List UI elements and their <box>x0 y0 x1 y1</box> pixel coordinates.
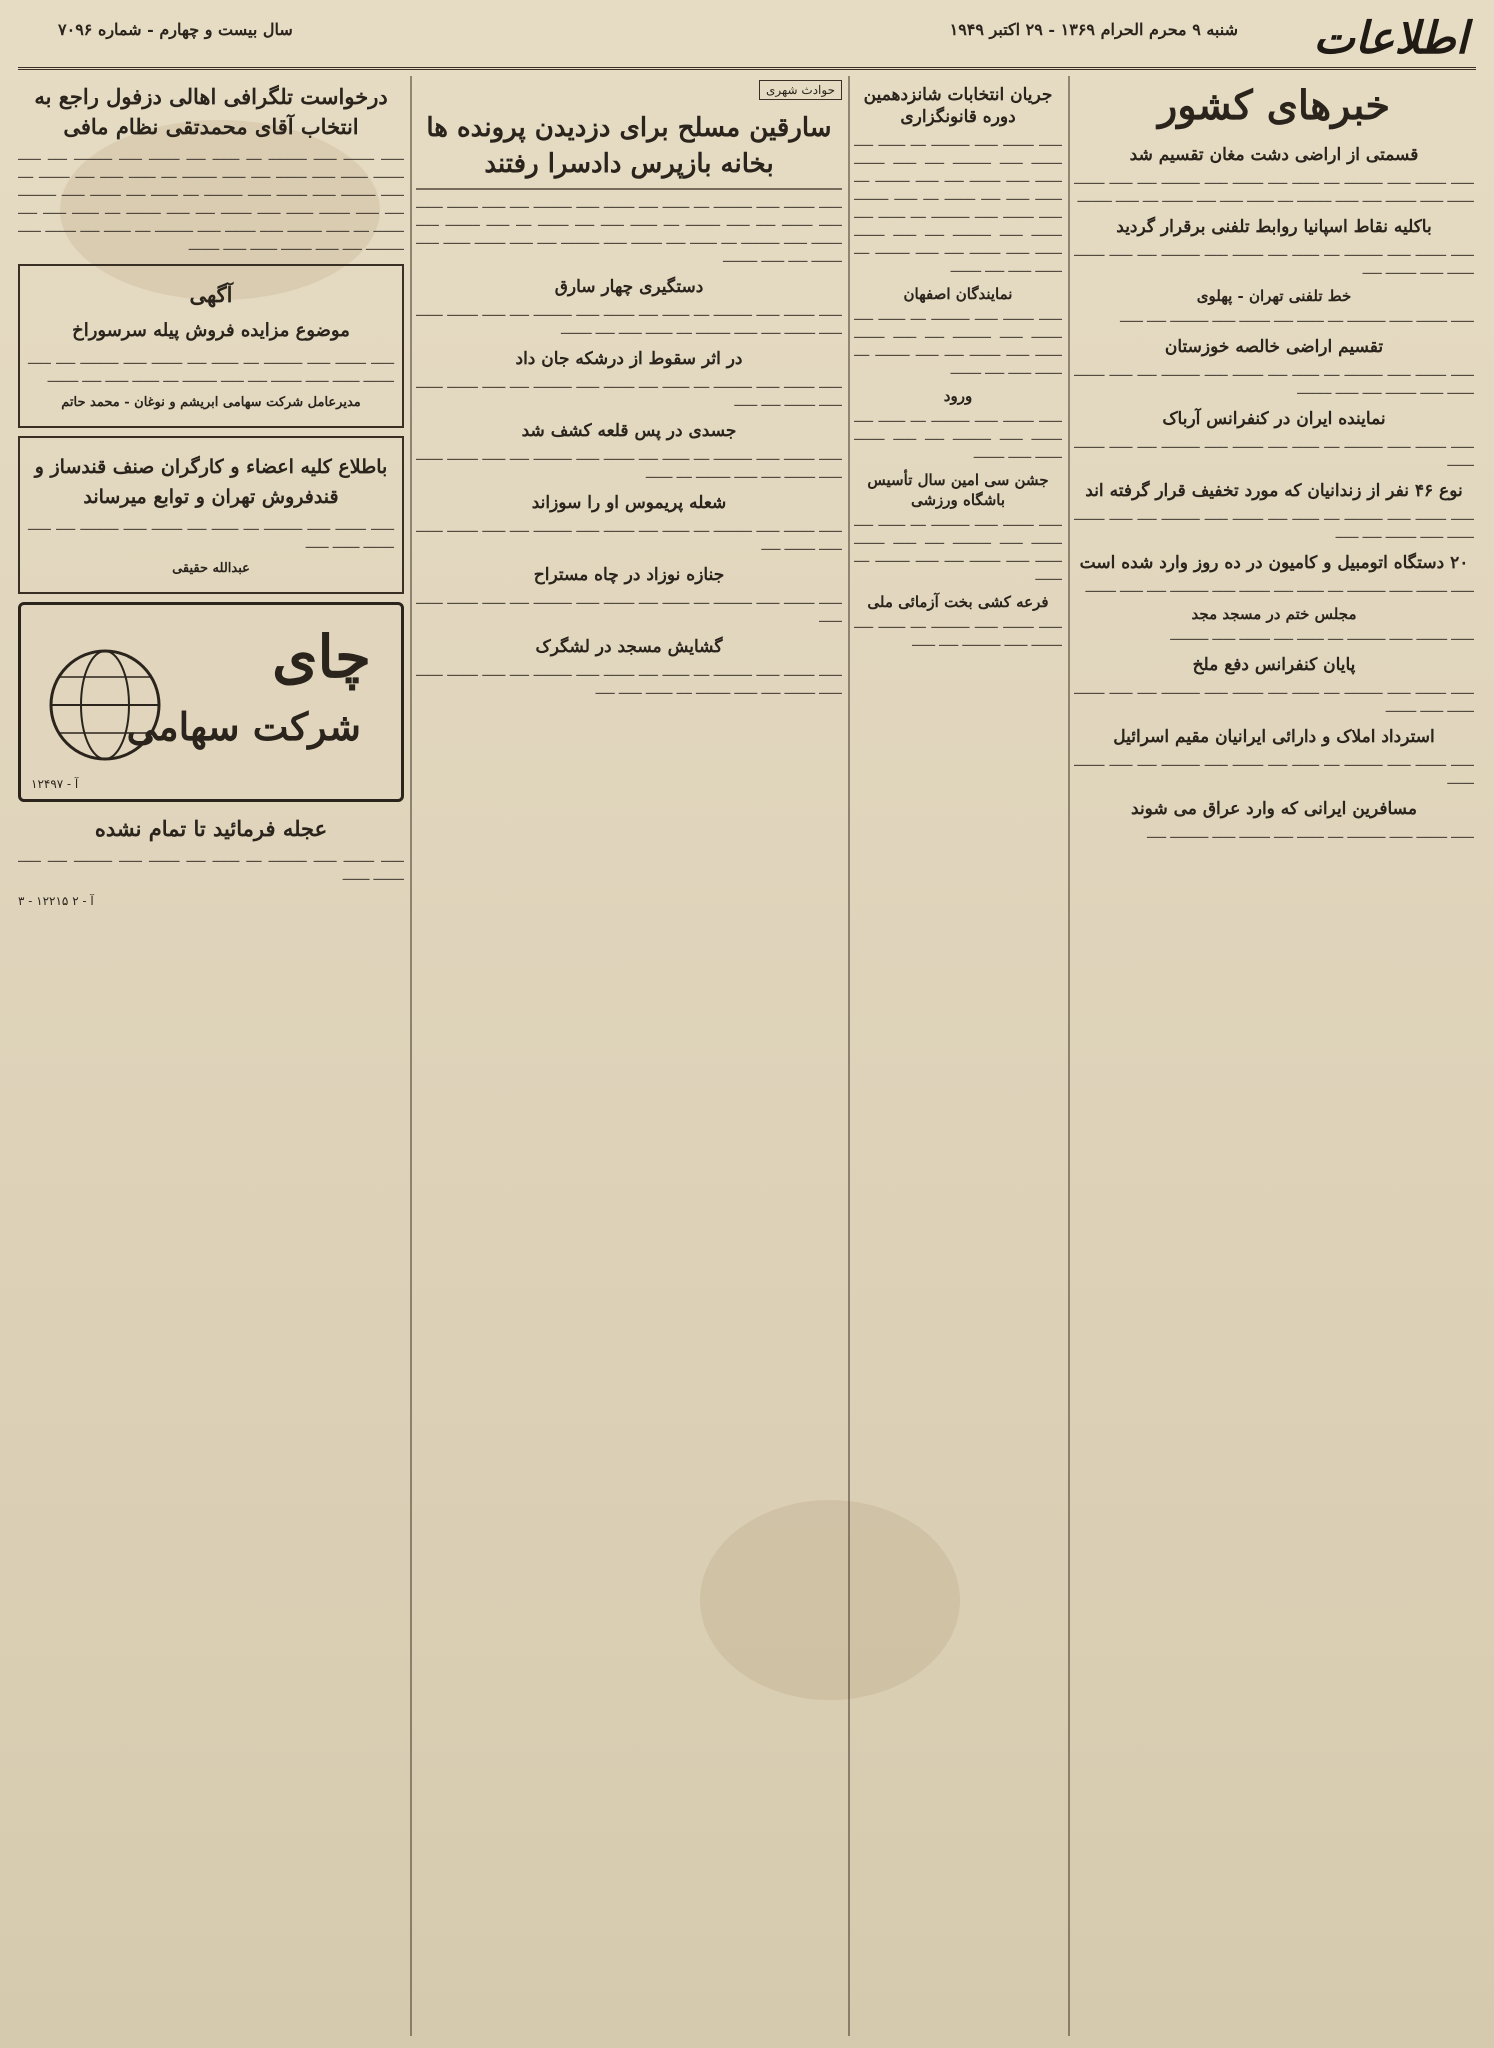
headline: مجلس ختم در مسجد مجد <box>1191 605 1357 623</box>
article-body: ــــــ ــــــــ ــــــ ــــــــــ ــــ ـــــــ ـــــ ــــــــ ــــــ ــــــــــ ـــــ ــــــ ــــــــ ـــــــ ــــــ ــــــــ ـــــ ــــــ ـــــــــ ــــ ـــــــ ــــــ ـــــ ــــــــ ــــ ــــــ ـــــــــ ــــــ ــــــــ ــــــ ــــــــــ ــــ ـــــــ ـــــ ــــــــ ــــــ ــــــــــ ـــــ ــــــ ــــــــ ـــــــ ــــــ ــــــــ ـــــ ــــــ ـــــــــ ــــ ـــــــ ــــــ ـــــ ــــــــ <box>854 135 1062 276</box>
headline: دستگیری چهار سارق <box>554 277 704 297</box>
article-body: ــــــ ــــــــ ــــــ ــــــــــ ــــ ـــــــ ـــــ ــــــــ ــــــ ــــــــــ ـــــ ــــــ ــــــــ ـــــــ ــــــ ــــــــ ـــــ ــــــ <box>416 377 842 410</box>
article-body: ــــــ ــــــــ ــــــ ــــــــــ ــــ ـــــــ ـــــ ــــــــ ــــــ ــــــــــ ـــــ ــــــ <box>1120 311 1474 326</box>
ad-body: ــــــ ــــــــ ــــــ ــــــــــ ــــ ـــــــ ـــــ ــــــــ ــــــ ــــــــــ ـــــ ــــــ ــــــــ ـــــــ ــــــ ــــــــ ـــــ ــــــ ـــــــــ ــــ ـــــــ ــــــ ـــــ ــــــــ <box>28 353 394 386</box>
headline: باکلیه نقاط اسپانیا روابط تلفنی برقرار گردید <box>1116 217 1432 237</box>
column-divider <box>1068 76 1070 2036</box>
article-body: ــــــ ــــــــ ــــــ ــــــــــ ــــ ـــــــ ـــــ ــــــــ ــــــ ــــــــــ ـــــ ــــــ ــــــــ ـــــــ ــــــ ــــــــ <box>1074 683 1474 716</box>
lead-headline: درخواست تلگرافی اهالی دزفول راجع به انتخاب آقای محمدتقی نظام مافی <box>34 84 388 139</box>
headline: ورود <box>943 387 973 405</box>
headline: گشایش مسجد در لشگرک <box>535 637 723 657</box>
column-elections <box>854 76 1062 2036</box>
headline: مسافرین ایرانی که وارد عراق می شوند <box>1131 799 1417 819</box>
masthead-logo: اطلاعات <box>1313 13 1468 64</box>
article-body: ــــــ ــــــــ ــــــ ــــــــــ ــــ ـــــــ ـــــ ــــــــ ــــــ ــــــــــ ـــــ ــــــ ــــــــ ـــــــ ــــــ ــــــــ ـــــ ــــــ ـــــــــ ــــ ـــــــ ــــــ ـــــ ــــــــ ــــ ــــــ ـــــــــ ــــــ ــــــــ ــــــ ــــــــــ ــــ ـــــــ ـــــ ــــــــ ــــــ ــــــــــ ـــــ ــــــ ــــــــ ـــــــ ــــــ ــــــــ ـــــ ــــــ ـــــــــ <box>416 197 842 266</box>
headline: جسدی در پس قلعه کشف شد <box>521 421 737 441</box>
tea-company: شرکت سهامی <box>126 704 361 749</box>
article-body: ــــــ ــــــــ ــــــ ــــــــــ ــــ ـــــــ ـــــ ــــــــ ــــــ ــــــــــ ـــــ ــــــ ــــــــ ـــــــ <box>1074 755 1474 788</box>
column-divider <box>410 76 412 2036</box>
divider <box>416 188 842 190</box>
column-city-news <box>416 76 842 2036</box>
notice-body: ــــــ ــــــــ ــــــ ــــــــــ ــــ ـــــــ ـــــ ــــــــ ــــــ ــــــــــ ـــــ ــــــ ــــــــ ـــــــ ــــــ <box>28 519 394 552</box>
tea-brand: چای <box>272 623 371 691</box>
notice-signature: عبدالله حقیقی <box>172 561 250 576</box>
headline: فرعه کشی بخت آزمائی ملی <box>867 593 1049 611</box>
ad-signature: مدیرعامل شرکت سهامی ابریشم و نوغان - محمد حاتم <box>61 395 361 410</box>
headline: استرداد املاک و دارائی ایرانیان مقیم اسرائیل <box>1113 727 1435 747</box>
headline: خط تلفنی تهران - پهلوی <box>1196 287 1352 305</box>
article-body: ــــــ ــــــــ ــــــ ــــــــــ ــــ ـــــــ ـــــ ــــــــ ــــــ ــــــــــ ـــــ ــــــ ــــــــ ـــــــ ــــــ ــــــــ ـــــ ــــــ ـــــــــ ــــ ـــــــ ــــــ ـــــ ــــــــ ــــ ــــــ ـــــــــ <box>1074 173 1474 206</box>
auction-ad <box>18 264 404 428</box>
article-body: ــــــ ــــــــ ــــــ ــــــــــ ــــ ـــــــ ـــــ ــــــــ ــــــ ــــــــــ ـــــ <box>1147 827 1474 842</box>
article-body: ــــــ ــــــــ ــــــ ــــــــــ ــــ ـــــــ ـــــ ــــــــ ــــــ ــــــــــ ـــــ ــــــ ــــــــ ـــــــ ــــــ ــــــــ ـــــ ــــــ ـــــــــ ــــ ـــــــ ــــــ ـــــ ــــــــ <box>854 309 1062 378</box>
column-divider <box>848 76 850 2036</box>
dateline <box>58 20 1238 50</box>
ad-code: آ - ۱۲۴۹۷ <box>31 777 79 791</box>
headline: در اثر سقوط از درشکه جان داد <box>515 349 743 369</box>
article-body: ــــــ ــــــــ ــــــ ــــــــــ ــــ ـــــــ ـــــ ــــــــ ــــــ ــــــــــ ـــــ ــــــ ــــــــ ـــــــ ــــــ ــــــــ ـــــ ــــــ ـــــــــ <box>1074 365 1474 398</box>
article-body: ــــــ ــــــــ ــــــ ــــــــــ ــــ ـــــــ ـــــ ــــــــ ــــــ ــــــــــ ـــــ ــــــ ــــــــ ـــــــ ــــــ ــــــــ ـــــ ــــــ ـــــــــ ــــ ـــــــ ــــــ ـــــ ــــــــ ــــ ــــــ ـــــــــ ــــــ ــــــــ ــــــ ــــــــــ ــــ ـــــــ ـــــ ــــــــ ــــــ ــــــــــ ـــــ ــــــ ــــــــ ـــــــ ــــــ ــــــــ ـــــ ــــــ ـــــــــ ــــ ـــــــ ــــــ ـــــ ــــــــ ــــ ــــــ ـــــــــ ــــــ ــــــــ ــــــ ــــــــــ ــــ ـــــــ ـــــ ــــــــ ــــــ ــــــــــ ـــــ ــــــ ــــــــ ـــــــ ــــــ ــــــــ <box>18 149 404 254</box>
footer-headline: عجله فرمائید تا تمام نشده <box>94 816 328 841</box>
article-body: ــــــ ــــــــ ــــــ ــــــــــ ــــ ـــــــ ـــــ ــــــــ ــــــ ــــــــــ ـــــ ــــــ ــــــــ ـــــــ ــــــ ــــــــ ـــــ <box>416 521 842 554</box>
column-domestic-news <box>1074 76 1474 2036</box>
section-kicker: حوادث شهری <box>759 80 842 100</box>
headline: نمایندگان اصفهان <box>903 285 1013 303</box>
headline: ۲۰ دستگاه اتومبیل و کامیون در ده روز وارد شده است <box>1079 553 1469 573</box>
footer-code: آ - ۲ ۱۲۲۱۵ - ۳ <box>18 894 94 908</box>
article-body: ــــــ ــــــــ ــــــ ــــــــــ ــــ ـــــــ ـــــ ــــــــ ــــــ ــــــــــ ـــــ ــــــ <box>854 617 1062 650</box>
headline: پایان کنفرانس دفع ملخ <box>1192 655 1356 675</box>
headline: جنازه نوزاد در چاه مستراح <box>533 565 725 585</box>
article-body: ــــــ ــــــــ ــــــ ــــــــــ ــــ ـــــــ ـــــ ــــــــ ــــــ ــــــــــ ـــــ ــــــ ــــــــ ـــــــ <box>1074 437 1474 470</box>
article-body: ــــــ ــــــــ ــــــ ــــــــــ ــــ ـــــــ ـــــ ــــــــ ــــــ ــــــــــ ـــــ ــــــ ــــــــ ـــــــ ــــــ ــــــــ ـــــ ــــــ <box>1074 509 1474 542</box>
headline: جشن سی امین سال تأسیس باشگاه ورزشی <box>867 471 1049 509</box>
article-body: ــــــ ــــــــ ــــــ ــــــــــ ــــ ـــــــ ـــــ ــــــــ ــــــ ــــــــــ <box>1170 629 1474 644</box>
column-requests-ads <box>18 76 404 2036</box>
headline: تقسیم اراضی خالصه خوزستان <box>1164 337 1384 357</box>
ad-headline: موضوع مزایده فروش پیله سرسوراخ <box>72 320 350 341</box>
article-body: ــــــ ــــــــ ــــــ ــــــــــ ــــ ـــــــ ـــــ ــــــــ ــــــ ــــــــــ ـــــ ــــــ ــــــــ ـــــــ ــــــ ــــــــ ـــــ ــــــ ـــــــــ ــــ ـــــــ <box>416 449 842 482</box>
headline: قسمتی از اراضی دشت مغان تقسیم شد <box>1129 145 1419 165</box>
headline: شعله پریموس او را سوزاند <box>531 493 727 513</box>
article-body: ــــــ ــــــــ ــــــ ــــــــــ ــــ ـــــــ ـــــ ــــــــ ــــــ ــــــــــ ـــــ ــــــ ــــــــ ـــــــ ــــــ ــــــــ ـــــ <box>1074 245 1474 278</box>
article-body: ــــــ ــــــــ ــــــ ــــــــــ ــــ ـــــــ ـــــ ــــــــ ــــــ ــــــــــ ـــــ ــــــ ــــــــ ـــــــ ــــــ <box>416 593 842 626</box>
article-body: ــــــ ــــــــ ــــــ ــــــــــ ــــ ـــــــ ـــــ ــــــــ ــــــ ــــــــــ ـــــ ــــــ ــــــــ ـــــــ ــــــ ــــــــ ـــــ ــــــ ـــــــــ ــــ ـــــــ ــــــ ـــــ <box>416 665 842 698</box>
section-title: خبرهای کشور <box>1157 82 1391 129</box>
lead-headline: سارقین مسلح برای دزدیدن پرونده ها بخانه بازپرس دادسرا رفتند <box>426 113 832 179</box>
masthead <box>18 10 1476 70</box>
article-body: ــــــ ــــــــ ــــــ ــــــــــ ــــ ـــــــ ـــــ ــــــــ ــــــ ــــــــــ ـــــ ــــــ ــــــــ <box>1085 581 1474 596</box>
article-body: ــــــ ــــــــ ــــــ ــــــــــ ــــ ـــــــ ـــــ ــــــــ ــــــ ــــــــــ ـــــ ــــــ ــــــــ ـــــــ ــــــ ــــــــ <box>854 411 1062 462</box>
article-body: ــــــ ــــــــ ــــــ ــــــــــ ــــ ـــــــ ـــــ ــــــــ ــــــ ــــــــــ ـــــ ــــــ ــــــــ ـــــــ ــــــ ــــــــ ـــــ ــــــ ـــــــــ ــــ ـــــــ <box>854 515 1062 584</box>
issue-date: شنبه ۹ محرم الحرام ۱۳۶۹ - ۲۹ اکتبر ۱۹۴۹ <box>949 20 1238 39</box>
headline: نوع ۴۶ نفر از زندانیان که مورد تخفیف قرار گرفته اند <box>1085 481 1463 501</box>
union-notice <box>18 436 404 594</box>
footer-body: ــــــ ــــــــ ــــــ ــــــــــ ــــ ـــــــ ـــــ ــــــــ ــــــ ــــــــــ ـــــ ــــــ ــــــــ ـــــــ <box>18 851 404 884</box>
headline: نماینده ایران در کنفرانس آرباک <box>1162 409 1386 429</box>
tea-advertisement <box>18 602 404 802</box>
article-body: ــــــ ــــــــ ــــــ ــــــــــ ــــ ـــــــ ـــــ ــــــــ ــــــ ــــــــــ ـــــ ــــــ ــــــــ ـــــــ ــــــ ــــــــ ـــــ ــــــ ـــــــــ ــــ ـــــــ ــــــ ـــــ ــــــــ <box>416 305 842 338</box>
issue-number: سال بیست و چهارم - شماره ۷۰۹۶ <box>58 20 293 39</box>
ad-title: آگهی <box>189 282 233 307</box>
notice-headline: باطلاع کلیه اعضاء و کارگران صنف قندساز و قندفروش تهران و توابع میرساند <box>34 456 388 508</box>
headline: جریان انتخابات شانزدهمین دوره قانونگزاری <box>863 85 1053 127</box>
